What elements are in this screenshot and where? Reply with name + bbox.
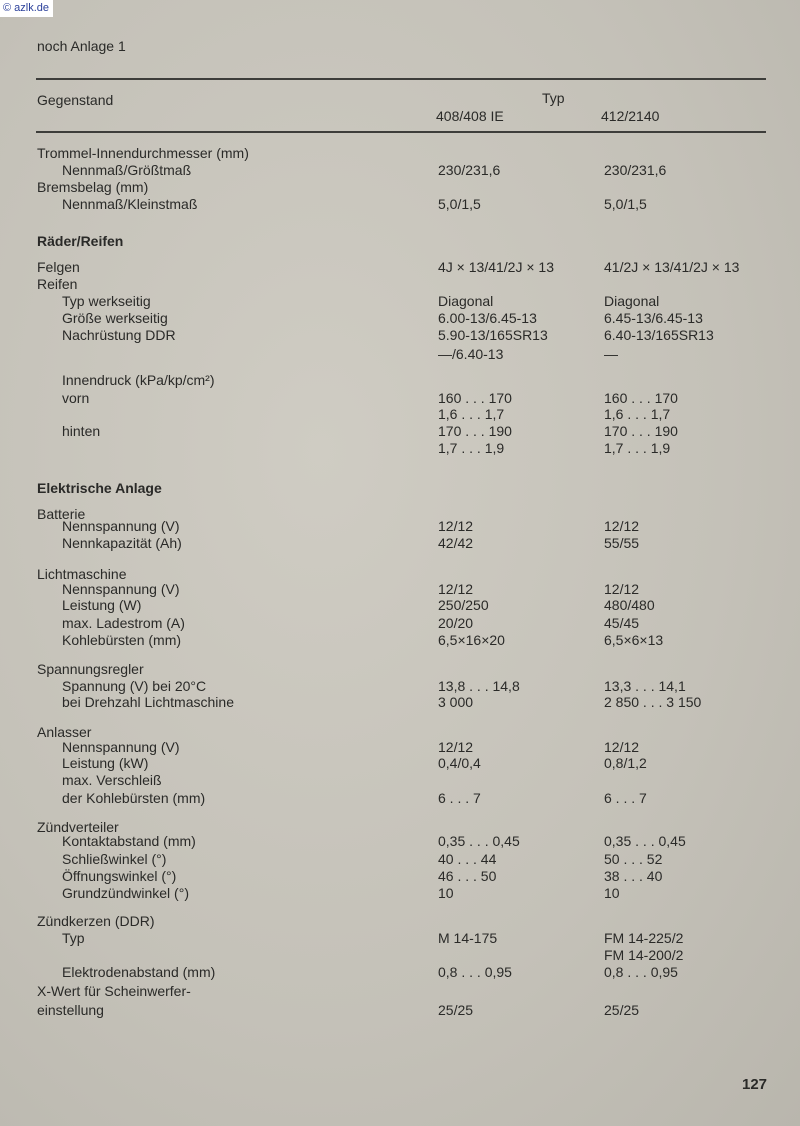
value-408: 42/42 (438, 535, 474, 551)
row-label: X-Wert für Scheinwerfer- (37, 983, 191, 999)
column-header-412: 412/2140 (601, 108, 660, 124)
value-408: 230/231,6 (438, 162, 501, 178)
column-header-408: 408/408 IE (436, 108, 504, 124)
table-row (0, 946, 800, 964)
row-label: der Kohlebürsten (mm) (62, 790, 206, 806)
value-408: 46 . . . 50 (438, 868, 497, 884)
table-row (0, 771, 800, 789)
row-label: Nennspannung (V) (62, 518, 180, 534)
value-408: 12/12 (438, 518, 474, 534)
row-label: Zündkerzen (DDR) (37, 913, 155, 929)
table-row (0, 517, 800, 535)
value-408: —/6.40-13 (438, 346, 504, 362)
table-row (0, 292, 800, 310)
row-label: Öffnungswinkel (°) (62, 868, 177, 884)
column-header-gegenstand: Gegenstand (37, 92, 114, 108)
table-row (0, 832, 800, 850)
value-408: Diagonal (438, 293, 494, 309)
table-row (0, 867, 800, 885)
row-label: Felgen (37, 259, 80, 275)
row-label: Leistung (W) (62, 597, 142, 613)
value-412: 55/55 (604, 535, 640, 551)
value-412: 6.40-13/165SR13 (604, 327, 714, 343)
value-412: 160 . . . 170 (604, 390, 678, 406)
row-label: Elektrische Anlage (37, 480, 162, 496)
table-row (0, 144, 800, 162)
value-408: M 14-175 (438, 930, 498, 946)
row-label: Räder/Reifen (37, 233, 124, 249)
value-412: 50 . . . 52 (604, 851, 663, 867)
value-408: 1,7 . . . 1,9 (438, 440, 505, 456)
row-label: Batterie (37, 506, 86, 522)
value-412: 12/12 (604, 739, 640, 755)
column-header-typ: Typ (542, 90, 565, 106)
table-row (0, 326, 800, 344)
value-412: 480/480 (604, 597, 655, 613)
value-412: 1,7 . . . 1,9 (604, 440, 671, 456)
value-408: 5.90-13/165SR13 (438, 327, 548, 343)
section-heading-row (0, 232, 800, 250)
row-label: vorn (62, 390, 90, 406)
table-row (0, 789, 800, 807)
table-row (0, 161, 800, 179)
row-label: Lichtmaschine (37, 566, 127, 582)
row-label: Leistung (kW) (62, 755, 149, 771)
row-label: Nennmaß/Größtmaß (62, 162, 192, 178)
row-label: Kohlebürsten (mm) (62, 632, 182, 648)
value-412: 2 850 . . . 3 150 (604, 694, 702, 710)
table-row (0, 195, 800, 213)
value-408: 6.00-13/6.45-13 (438, 310, 537, 326)
row-label: Nennkapazität (Ah) (62, 535, 182, 551)
table-row (0, 754, 800, 772)
row-label: Trommel-Innendurchmesser (mm) (37, 145, 249, 161)
row-label: Innendruck (kPa/kp/cm²) (62, 372, 215, 388)
table-row (0, 850, 800, 868)
value-408: 4J × 13/41/2J × 13 (438, 259, 554, 275)
row-label: Anlasser (37, 724, 92, 740)
row-label: Elektrodenabstand (mm) (62, 964, 216, 980)
row-label: max. Verschleiß (62, 772, 162, 788)
value-408: 6 . . . 7 (438, 790, 481, 806)
value-412: 5,0/1,5 (604, 196, 647, 212)
value-408: 20/20 (438, 615, 474, 631)
value-412: 170 . . . 190 (604, 423, 678, 439)
table-row (0, 929, 800, 947)
value-412: FM 14-225/2 (604, 930, 684, 946)
row-label: Grundzündwinkel (°) (62, 885, 189, 901)
table-row (0, 596, 800, 614)
row-label: max. Ladestrom (A) (62, 615, 185, 631)
table-row (0, 963, 800, 981)
table-row (0, 178, 800, 196)
value-412: 10 (604, 885, 620, 901)
value-408: 5,0/1,5 (438, 196, 481, 212)
row-label: Größe werkseitig (62, 310, 168, 326)
value-408: 40 . . . 44 (438, 851, 497, 867)
row-label: Typ werkseitig (62, 293, 151, 309)
value-408: 1,6 . . . 1,7 (438, 406, 505, 422)
row-label: Spannung (V) bei 20°C (62, 678, 207, 694)
value-412: 12/12 (604, 518, 640, 534)
value-412: Diagonal (604, 293, 660, 309)
value-408: 0,4/0,4 (438, 755, 481, 771)
value-408: 160 . . . 170 (438, 390, 512, 406)
value-412: 12/12 (604, 581, 640, 597)
row-label: hinten (62, 423, 101, 439)
table-row (0, 258, 800, 276)
table-row (0, 982, 800, 1000)
value-408: 6,5×16×20 (438, 632, 505, 648)
row-label: Nennmaß/Kleinstmaß (62, 196, 198, 212)
value-412: 41/2J × 13/41/2J × 13 (604, 259, 740, 275)
table-row (0, 1001, 800, 1019)
header-note: noch Anlage 1 (37, 38, 126, 54)
table-row (0, 912, 800, 930)
watermark: © azlk.de (0, 0, 53, 17)
table-row (0, 631, 800, 649)
value-408: 12/12 (438, 581, 474, 597)
table-top-rule (36, 78, 766, 80)
value-412: 6,5×6×13 (604, 632, 664, 648)
row-label: Nachrüstung DDR (62, 327, 176, 343)
value-412: — (604, 346, 618, 362)
value-412: 0,35 . . . 0,45 (604, 833, 686, 849)
row-label: Nennspannung (V) (62, 581, 180, 597)
value-412: 38 . . . 40 (604, 868, 663, 884)
row-label: Schließwinkel (°) (62, 851, 167, 867)
value-412: 25/25 (604, 1002, 640, 1018)
table-row (0, 422, 800, 440)
row-label: Zündverteiler (37, 819, 119, 835)
value-412: FM 14-200/2 (604, 947, 684, 963)
row-label: einstellung (37, 1002, 104, 1018)
row-label: Reifen (37, 276, 78, 292)
value-412: 13,3 . . . 14,1 (604, 678, 686, 694)
value-412: 6 . . . 7 (604, 790, 647, 806)
table-row (0, 405, 800, 423)
table-row (0, 309, 800, 327)
value-412: 6.45-13/6.45-13 (604, 310, 703, 326)
table-row (0, 371, 800, 389)
value-408: 13,8 . . . 14,8 (438, 678, 520, 694)
value-408: 250/250 (438, 597, 489, 613)
table-row (0, 534, 800, 552)
value-408: 170 . . . 190 (438, 423, 512, 439)
row-label: Nennspannung (V) (62, 739, 180, 755)
value-412: 0,8 . . . 0,95 (604, 964, 678, 980)
row-label: Bremsbelag (mm) (37, 179, 149, 195)
value-408: 10 (438, 885, 454, 901)
value-412: 45/45 (604, 615, 640, 631)
table-row (0, 275, 800, 293)
value-412: 1,6 . . . 1,7 (604, 406, 671, 422)
row-label: Kontaktabstand (mm) (62, 833, 196, 849)
row-label: Typ (62, 930, 85, 946)
table-row (0, 345, 800, 363)
value-408: 0,35 . . . 0,45 (438, 833, 520, 849)
value-408: 25/25 (438, 1002, 474, 1018)
row-label: Spannungsregler (37, 661, 144, 677)
value-412: 0,8/1,2 (604, 755, 647, 771)
table-row (0, 660, 800, 678)
table-row (0, 439, 800, 457)
table-row (0, 693, 800, 711)
table-row (0, 884, 800, 902)
value-408: 0,8 . . . 0,95 (438, 964, 512, 980)
value-412: 230/231,6 (604, 162, 667, 178)
value-408: 3 000 (438, 694, 474, 710)
value-408: 12/12 (438, 739, 474, 755)
row-label: bei Drehzahl Lichtmaschine (62, 694, 234, 710)
table-row (0, 614, 800, 632)
section-heading-row (0, 479, 800, 497)
page-number: 127 (742, 1076, 768, 1093)
table-header-rule (36, 131, 766, 133)
